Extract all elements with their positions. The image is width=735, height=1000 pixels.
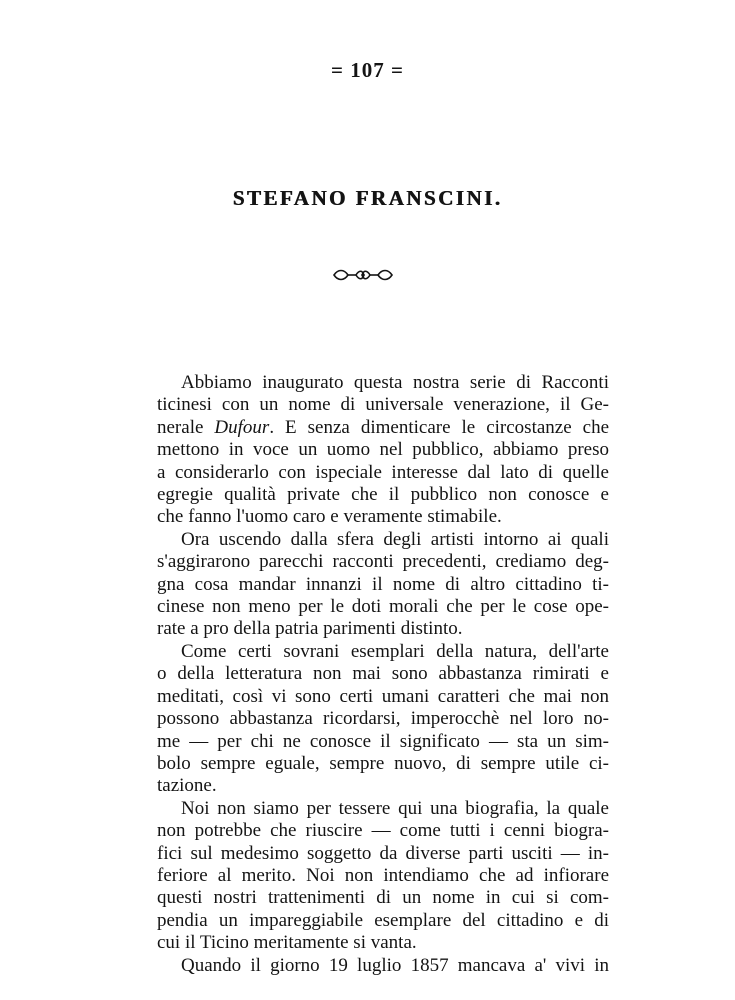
text-line: feriore al merito. Noi non intendiamo che ad infiorare	[157, 864, 609, 886]
text-fragment: . E senza dimenticare le circostanze che	[269, 416, 610, 438]
text-line: pendia un impareggiabile esemplare del cittadino e di	[157, 909, 609, 931]
text-line: s'aggirarono parecchi racconti precedenti, crediamo deg-	[157, 551, 609, 573]
text-line: Noi non siamo per tessere qui una biografia, la quale	[181, 797, 609, 819]
text-fragment: nerale	[157, 416, 215, 438]
text-line: o della letteratura non mai sono abbastanza rimirati e	[157, 663, 609, 685]
proper-name: Dufour	[214, 416, 270, 438]
text-line: Quando il giorno 19 luglio 1857 mancava a' vivi in	[181, 954, 609, 976]
text-line: possono abbastanza ricordarsi, imperocchè nel loro no-	[157, 708, 609, 730]
text-line: questi nostri trattenimenti di un nome in cui si com-	[157, 887, 609, 909]
text-line: me — per chi ne conosce il significato — sta un sim-	[157, 730, 609, 752]
text-line: non potrebbe che riuscire — come tutti i cenni biogra-	[157, 820, 609, 842]
text-line	[157, 417, 609, 439]
text-line: che fanno l'uomo caro e veramente stimabile.	[157, 506, 502, 528]
body-text	[157, 372, 609, 977]
chapter-title: STEFANO FRANSCINI.	[232, 186, 503, 210]
text-line: Abbiamo inaugurato questa nostra serie di Racconti	[181, 372, 609, 393]
text-line: cui il Ticino meritamente si vanta.	[157, 932, 417, 954]
page-number: = 107 =	[331, 58, 404, 82]
text-line: cinese non meno per le doti morali che per le cose ope-	[157, 596, 609, 618]
text-line: rate a pro della patria parimenti distinto.	[157, 618, 463, 640]
text-line: mettono in voce un uomo nel pubblico, abbiamo preso	[157, 439, 609, 461]
text-line: a considerarlo con ispeciale interesse dal lato di quelle	[157, 461, 609, 483]
text-line: egregie qualità private che il pubblico non conosce e	[157, 484, 609, 506]
text-line: gna cosa mandar innanzi il nome di altro cittadino ti-	[157, 573, 609, 595]
text-line: meditati, così vi sono certi umani caratteri che mai non	[157, 685, 609, 707]
text-line: bolo sempre eguale, sempre nuovo, di sempre utile ci-	[157, 752, 609, 774]
text-line: tazione.	[157, 775, 217, 797]
ornament-icon	[332, 266, 394, 284]
text-line: Ora uscendo dalla sfera degli artisti intorno ai quali	[181, 528, 609, 550]
text-line: ticinesi con un nome di universale venerazione, il Ge-	[157, 394, 609, 416]
text-line: Come certi sovrani esemplari della natura, dell'arte	[181, 640, 609, 662]
text-line: fici sul medesimo soggetto da diverse parti usciti — in-	[157, 842, 609, 864]
